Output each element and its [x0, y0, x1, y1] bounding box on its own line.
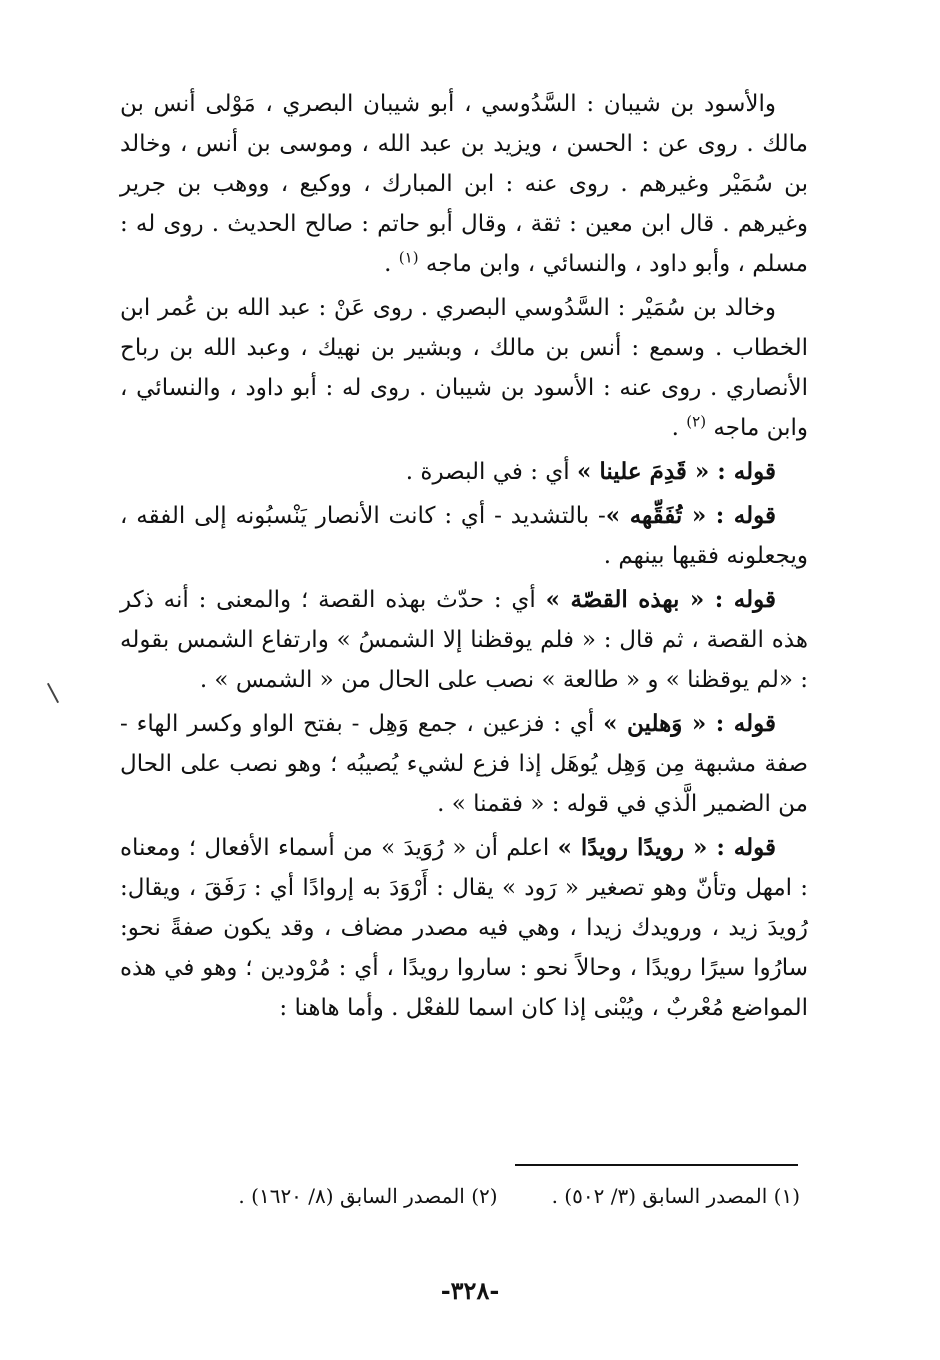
paragraph-text: اعلم أن « رُوَيدَ » من أسماء الأفعال ؛ ومعناه : امهل وتأنّ وهو تصغير « رَود » يقال : أَرْوَدَ به إروادًا أي : رَفَقَ ، ويقال: رُويدَ زيد ، ورويدك زيدا ، وهي فيه مصدر مضاف ، وقد يكون صفةً نحو: سارُوا سيرًا رويدًا ، وحالاً نحو : ساروا رويدًا ، أي : مُرْودين ؛ وهو في هذه المواضع مُعْربٌ ، ويُبْنى إذا كان اسما للفعْل . وأما هاهنا : — [120, 835, 808, 1021]
paragraph-qissa — [120, 580, 808, 700]
lemma-heading: قوله : « بهذه القصّة » — [545, 586, 777, 613]
paragraph-tufaqqihuh — [120, 496, 808, 576]
paragraph-khalid-bio — [120, 288, 808, 448]
paragraph-text: - بالتشديد - أي : كانت الأنصار يَنْسبُونه إلى الفقه ، ويجعلونه فقيها بينهم . — [120, 503, 808, 569]
paragraph-wahilin — [120, 704, 808, 824]
main-text — [120, 84, 808, 1028]
page-number: -٣٢٨- — [440, 1276, 500, 1305]
paragraph-text: وخالد بن سُمَيْر : السَّدُوسي البصري . روى عَنْ : عبد الله بن عُمر ابن الخطاب . وسمع : أنس بن مالك ، وبشير بن نهيك ، وعبد الله بن رباح الأنصاري . روى عنه : الأسود بن شيبان . روى له : أبو داود ، والنسائي ، وابن ماجه — [120, 295, 808, 441]
paragraph-aswad-bio — [120, 84, 808, 284]
paragraph-text: أي : حدّث بهذه القصة ؛ والمعنى : أنه ذكر هذه القصة ، ثم قال : « فلم يوقظنا إلا الشمسُ » وارتفاع الشمس بقوله : «لم يوقظنا » و « طالعة » نصب على الحال من « الشمس » . — [120, 587, 808, 693]
paragraph-text: أي : فزعين ، جمع وَهِل - بفتح الواو وكسر الهاء - صفة مشبهة مِن وَهِل يُوهَل إذا فزع لشيء يُصيبُه ؛ وهو نصب على الحال من الضمير الَّذي في قوله : « فقمنا » . — [120, 711, 808, 817]
margin-pen-mark — [47, 683, 59, 703]
paragraph-text: والأسود بن شيبان : السَّدُوسي ، أبو شيبان البصري ، مَوْلى أنس بن مالك . روى عن : الحسن ، ويزيد بن عبد الله ، وموسى بن أنس ، وخالد بن سُمَيْر وغيرهم . روى عنه : ابن المبارك ، ووكيع ، ووهب بن جرير وغيرهم . قال ابن معين : ثقة ، وقال أبو حاتم : صالح الحديث . روى له : مسلم ، وأبو داود ، والنسائي ، وابن ماجه — [120, 91, 808, 277]
footnote-separator — [515, 1164, 798, 1166]
paragraph-ruwaydan — [120, 828, 808, 1028]
footnote-1: (١) المصدر السابق (٣/ ٥٠٢) . — [551, 1184, 800, 1208]
paragraph-qadima — [120, 452, 808, 492]
footnote-marker-1: (١) — [398, 248, 419, 267]
lemma-heading: قوله : « رويدًا رويدًا » — [557, 834, 777, 861]
footnotes — [140, 1178, 800, 1214]
footnote-2: (٢) المصدر السابق (٨/ ١٦٢٠) . — [238, 1184, 498, 1208]
paragraph-end: . — [671, 415, 679, 441]
paragraph-text: أي : في البصرة . — [405, 459, 577, 485]
footnote-marker-2: (٢) — [686, 412, 707, 431]
paragraph-end: . — [384, 251, 392, 277]
lemma-heading: قوله : « وَهلين » — [603, 710, 776, 737]
lemma-heading: قوله : « تُفَقِّهه » — [605, 502, 776, 529]
lemma-heading: قوله : « قَدِمَ علينا » — [576, 458, 776, 485]
